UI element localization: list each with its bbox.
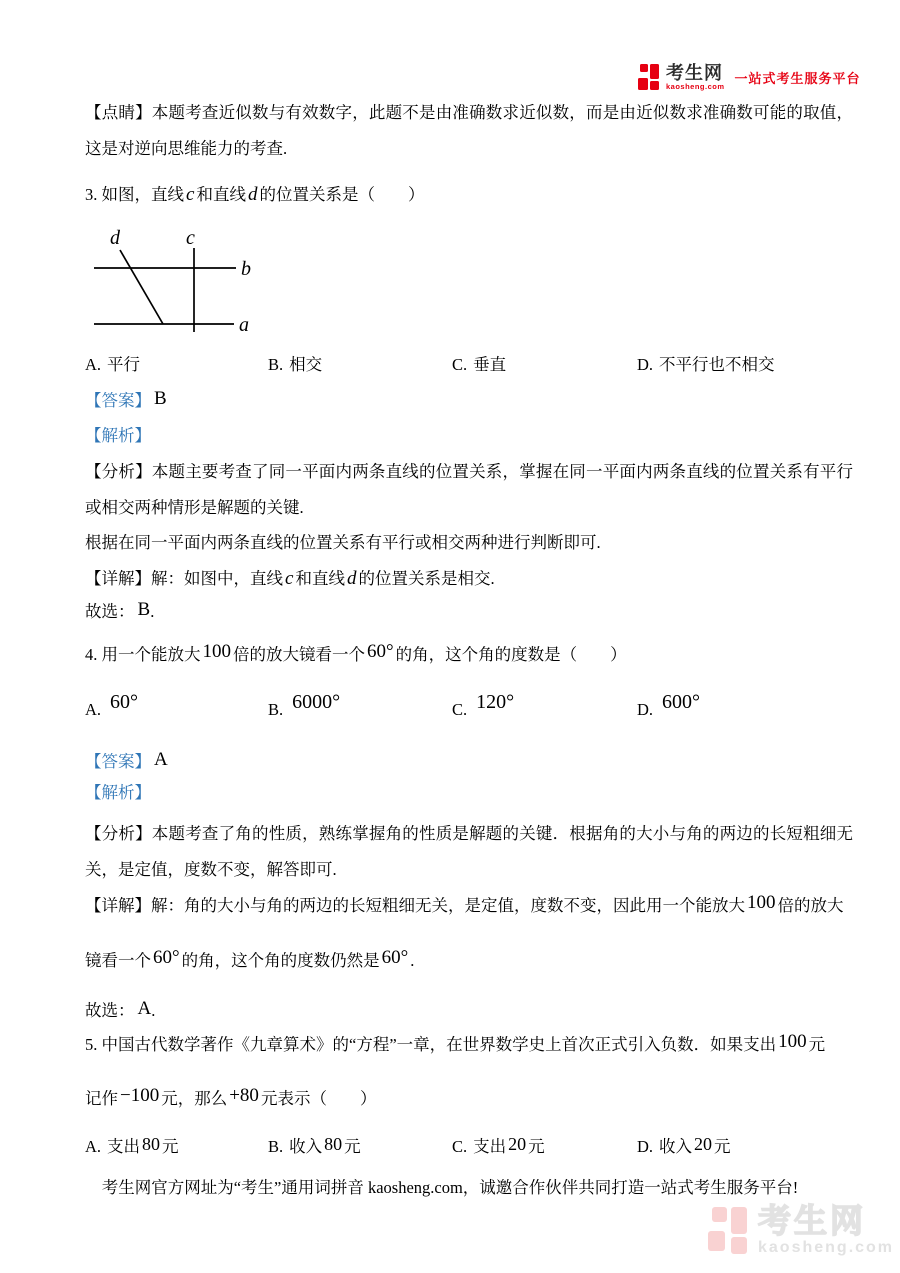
math-var-d: d bbox=[247, 184, 258, 205]
kaosheng-logo-icon bbox=[638, 64, 662, 91]
question-5-stem-line-2 bbox=[85, 1081, 853, 1117]
line-figure bbox=[88, 228, 300, 348]
q3-stem-text: 3. 如图，直线 bbox=[85, 185, 184, 204]
option-text: 收入 bbox=[289, 1137, 323, 1156]
q3-conclusion-answer: B bbox=[137, 599, 151, 620]
q5-stem-text: 5. 中国古代数学著作《九章算术》的“方程”一章，在世界数学史上首次正式引入负数．如果支出 bbox=[85, 1035, 777, 1054]
footer-note: 考生网官方网址为“考生”通用词拼音 kaosheng.com，诚邀合作伙伴共同打造一站式考生服务平台! bbox=[101, 1178, 799, 1197]
logo-domain: kaosheng.com bbox=[666, 82, 725, 92]
option-text: 支出 bbox=[473, 1137, 507, 1156]
q3-analysis-label-line bbox=[85, 418, 853, 454]
logo-name: 考生网 bbox=[666, 63, 723, 84]
option-text: 相交 bbox=[289, 355, 323, 374]
q4-stem-text: 4. 用一个能放大 bbox=[85, 645, 201, 664]
option-text: 不平行也不相交 bbox=[659, 355, 775, 374]
option-key: C. bbox=[452, 355, 468, 374]
option-unit: 元 bbox=[344, 1137, 361, 1156]
option-key: B. bbox=[268, 1137, 284, 1156]
q4-analysis-label-line bbox=[85, 775, 853, 811]
q4-stem-text: 的角，这个角的度数是（ ） bbox=[395, 645, 627, 664]
option-text: 收入 bbox=[659, 1137, 693, 1156]
q3-answer-value: B bbox=[154, 388, 167, 409]
option-key: D. bbox=[637, 700, 654, 719]
q5-option-d bbox=[637, 1131, 731, 1162]
q4-detail-text: 倍的放大 bbox=[777, 896, 844, 915]
q3-option-a bbox=[85, 350, 140, 380]
q3-detail-line bbox=[85, 561, 853, 597]
q4-option-d bbox=[637, 691, 703, 725]
option-text: 平行 bbox=[107, 355, 141, 374]
q3-detail-text: 和直线 bbox=[295, 569, 345, 588]
line-d bbox=[120, 250, 163, 324]
q5-stem-text: 元，那么 bbox=[161, 1089, 228, 1108]
q3-stem-text: 和直线 bbox=[196, 185, 246, 204]
option-unit: 元 bbox=[162, 1137, 179, 1156]
q3-detail-text: 的位置关系是相交. bbox=[358, 569, 495, 588]
q4-detail-text: 的角，这个角的度数仍然是 bbox=[181, 951, 380, 970]
q3-options bbox=[85, 350, 853, 386]
option-key: D. bbox=[637, 355, 654, 374]
watermark bbox=[708, 1204, 894, 1256]
conclusion-text: 故选： bbox=[85, 1001, 135, 1020]
q4-detail-text: 镜看一个 bbox=[85, 951, 151, 970]
option-value: 6000° bbox=[292, 691, 341, 713]
conclusion-text: 故选： bbox=[85, 602, 135, 621]
math-var-c: c bbox=[186, 184, 195, 205]
watermark-name: 考生网 bbox=[758, 1202, 866, 1239]
q4-option-c bbox=[452, 691, 517, 725]
option-number: 20 bbox=[694, 1134, 713, 1154]
formula-60deg: 60° bbox=[153, 947, 180, 968]
formula-minus-100: −100 bbox=[120, 1085, 160, 1106]
logo-tagline: 一站式考生服务平台 bbox=[734, 71, 861, 86]
option-number: 20 bbox=[508, 1134, 527, 1154]
formula-100: 100 bbox=[202, 641, 231, 662]
conclusion-text: . bbox=[151, 1001, 156, 1020]
q3-option-d bbox=[637, 350, 775, 380]
q4-conclusion-line bbox=[85, 993, 853, 1029]
q3-stem-text: 的位置关系是（ ） bbox=[259, 185, 425, 204]
kaosheng-watermark-icon bbox=[708, 1204, 752, 1256]
q4-detail-line-1 bbox=[85, 888, 853, 924]
answer-label: 【答案】 bbox=[85, 391, 151, 410]
q4-detail-line-2 bbox=[85, 943, 853, 979]
formula-100: 100 bbox=[778, 1031, 807, 1052]
q3-conclusion-line bbox=[85, 594, 853, 630]
formula-60deg: 60° bbox=[367, 641, 394, 662]
q4-option-b bbox=[268, 691, 343, 725]
question-3-stem bbox=[85, 177, 853, 213]
option-unit: 元 bbox=[714, 1137, 731, 1156]
q5-option-c bbox=[452, 1131, 545, 1162]
option-text: 支出 bbox=[107, 1137, 141, 1156]
option-value: 60° bbox=[110, 691, 139, 713]
q4-detail-text: 【详解】解：角的大小与角的两边的长短粗细无关，是定值，度数不变，因此用一个能放大 bbox=[85, 896, 745, 915]
q4-answer-value: A bbox=[154, 749, 168, 770]
analysis-label: 【解析】 bbox=[85, 783, 151, 802]
tip-paragraph: 【点睛】本题考查近似数与有效数字，此题不是由准确数求近似数，而是由近似数求准确数可能的取值，这是对逆向思维能力的考查. bbox=[85, 103, 853, 158]
option-text: 垂直 bbox=[473, 355, 507, 374]
math-var-d: d bbox=[346, 568, 357, 589]
option-value: 600° bbox=[662, 691, 701, 713]
q4-stem-text: 倍的放大镜看一个 bbox=[233, 645, 365, 664]
analysis-label: 【解析】 bbox=[85, 426, 151, 445]
q5-stem-text: 记作 bbox=[85, 1089, 118, 1108]
option-unit: 元 bbox=[528, 1137, 545, 1156]
math-var-c: c bbox=[285, 568, 294, 589]
q3-option-b bbox=[268, 350, 322, 380]
q5-option-a bbox=[85, 1131, 179, 1162]
q4-detail-text: . bbox=[410, 951, 415, 970]
option-key: A. bbox=[85, 1137, 102, 1156]
formula-plus-80: +80 bbox=[229, 1085, 259, 1106]
figure-label-c: c bbox=[186, 228, 195, 249]
option-key: B. bbox=[268, 355, 284, 374]
figure-label-d: d bbox=[110, 228, 120, 249]
option-key: A. bbox=[85, 355, 102, 374]
option-key: D. bbox=[637, 1137, 654, 1156]
q5-option-b bbox=[268, 1131, 361, 1162]
formula-60deg: 60° bbox=[381, 947, 409, 968]
figure-label-a: a bbox=[239, 314, 249, 336]
q4-options bbox=[85, 691, 853, 730]
formula-100: 100 bbox=[747, 892, 776, 913]
option-value: 120° bbox=[476, 691, 515, 713]
question-4-stem bbox=[85, 637, 853, 673]
option-number: 80 bbox=[142, 1134, 161, 1154]
header-logo bbox=[638, 64, 861, 91]
q5-stem-text: 元表示（ ） bbox=[260, 1089, 377, 1108]
option-key: A. bbox=[85, 700, 102, 719]
option-key: C. bbox=[452, 1137, 468, 1156]
conclusion-text: . bbox=[150, 602, 155, 621]
q3-analysis-text-2: 根据在同一平面内两条直线的位置关系有平行或相交两种进行判断即可. bbox=[85, 533, 601, 552]
q3-analysis-text: 【分析】本题主要考查了同一平面内两条直线的位置关系，掌握在同一平面内两条直线的位置关系有平行或相交两种情形是解题的关键. bbox=[85, 462, 853, 517]
figure-label-b: b bbox=[241, 258, 251, 280]
q3-option-c bbox=[452, 350, 506, 380]
q3-answer-line bbox=[85, 383, 853, 419]
q5-options bbox=[85, 1131, 853, 1167]
q4-analysis-text: 【分析】本题考查了角的性质，熟练掌握角的性质是解题的关键．根据角的大小与角的两边的长短粗细无关，是定值，度数不变，解答即可. bbox=[85, 824, 853, 879]
q4-conclusion-answer: A bbox=[137, 998, 152, 1019]
q5-stem-text: 元 bbox=[808, 1035, 826, 1054]
option-key: C. bbox=[452, 700, 468, 719]
question-5-stem-line-1 bbox=[85, 1027, 853, 1063]
option-key: B. bbox=[268, 700, 284, 719]
q4-option-a bbox=[85, 691, 141, 725]
q3-detail-text: 【详解】解：如图中，直线 bbox=[85, 569, 283, 588]
watermark-domain: kaosheng.com bbox=[758, 1239, 895, 1256]
option-number: 80 bbox=[324, 1134, 343, 1154]
answer-label: 【答案】 bbox=[85, 752, 151, 771]
